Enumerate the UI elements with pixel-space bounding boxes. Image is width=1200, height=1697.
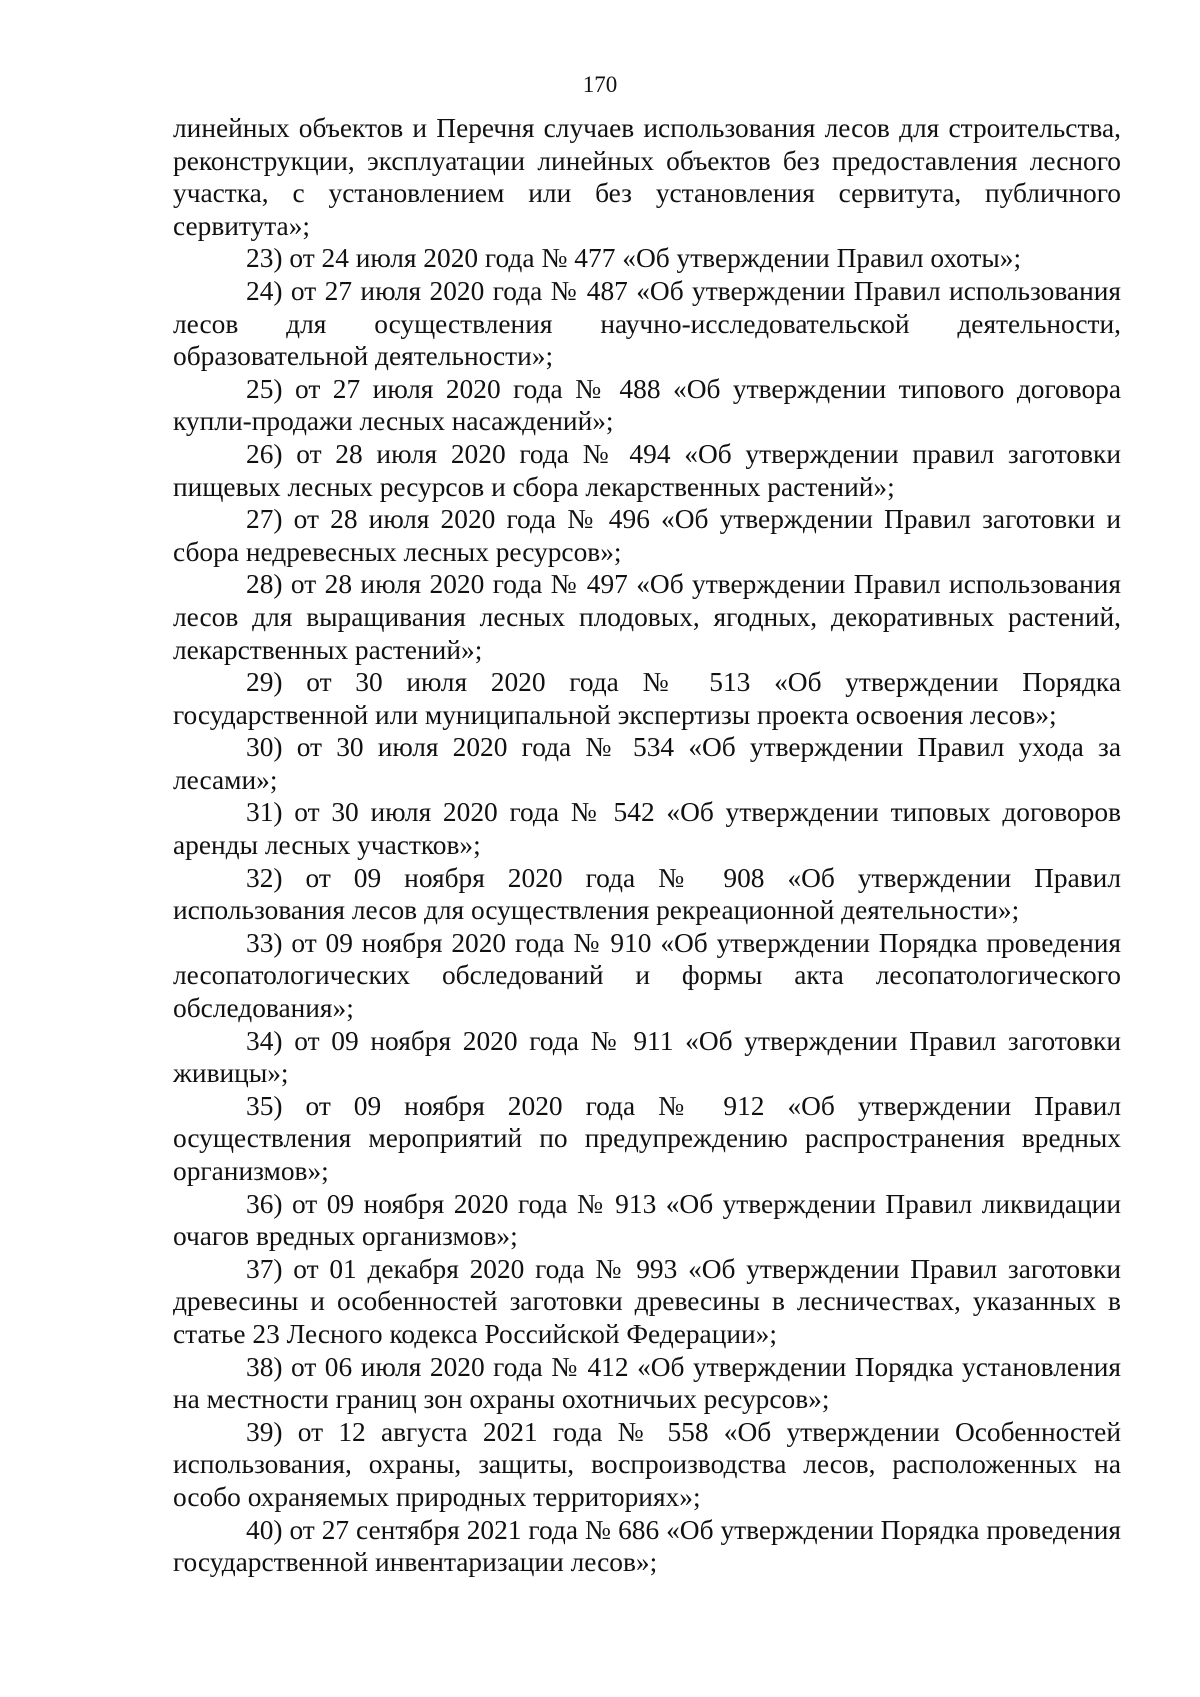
list-item-29: 29) от 30 июля 2020 года № 513 «Об утверждении Порядка государственной или муниципальной экспертизы проекта освоения лесов»; xyxy=(173,667,1121,730)
list-item-27: 27) от 28 июля 2020 года № 496 «Об утверждении Правил заготовки и сбора недревесных лесных ресурсов»; xyxy=(173,504,1121,567)
page-number: 170 xyxy=(582,72,618,97)
list-item-24: 24) от 27 июля 2020 года № 487 «Об утверждении Правил использования лесов для осуществления научно-исследовательской деятельности, образовательной деятельности»; xyxy=(173,275,1121,372)
list-item-28: 28) от 28 июля 2020 года № 497 «Об утверждении Правил использования лесов для выращивания лесных плодовых, ягодных, декоративных растений, лекарственных растений»; xyxy=(173,569,1121,665)
list-item-38: 38) от 06 июля 2020 года № 412 «Об утверждении Порядка установления на местности границ зон охраны охотничьих ресурсов»; xyxy=(173,1351,1121,1415)
list-item-25: 25) от 27 июля 2020 года № 488 «Об утверждении типового договора купли-продажи лесных насаждений»; xyxy=(173,373,1121,437)
list-item-34: 34) от 09 ноября 2020 года № 911 «Об утверждении Правил заготовки живицы»; xyxy=(173,1025,1121,1089)
document-body xyxy=(173,112,1121,1579)
list-item-39: 39) от 12 августа 2021 года № 558 «Об утверждении Особенностей использования, охраны, защиты, воспроизводства лесов, расположенных на особо охраняемых природных территориях»; xyxy=(173,1416,1121,1512)
list-item-40: 40) от 27 сентября 2021 года № 686 «Об утверждении Порядка проведения государственной инвентаризации лесов»; xyxy=(173,1514,1121,1578)
paragraph-continuation: линейных объектов и Перечня случаев использования лесов для строительства, реконструкции, эксплуатации линейных объектов без предоставления лесного участка, с установлением или без установления сервитута, публичного сервитута»; xyxy=(173,113,1121,241)
list-item-23: 23) от 24 июля 2020 года № 477 «Об утверждении Правил охоты»; xyxy=(246,243,1022,274)
list-item-35: 35) от 09 ноября 2020 года № 912 «Об утверждении Правил осуществления мероприятий по предупреждению распространения вредных организмов»; xyxy=(173,1090,1121,1186)
list-item-37: 37) от 01 декабря 2020 года № 993 «Об утверждении Правил заготовки древесины и особенностей заготовки древесины в лесничествах, указанных в статье 23 Лесного кодекса Российской Федерации»; xyxy=(173,1253,1121,1349)
list-item-30: 30) от 30 июля 2020 года № 534 «Об утверждении Правил ухода за лесами»; xyxy=(173,732,1121,795)
list-item-26: 26) от 28 июля 2020 года № 494 «Об утверждении правил заготовки пищевых лесных ресурсов и сбора лекарственных растений»; xyxy=(173,438,1121,502)
list-item-31: 31) от 30 июля 2020 года № 542 «Об утверждении типовых договоров аренды лесных участков»; xyxy=(173,797,1121,861)
list-item-36: 36) от 09 ноября 2020 года № 913 «Об утверждении Правил ликвидации очагов вредных организмов»; xyxy=(173,1188,1121,1252)
list-item-32: 32) от 09 ноября 2020 года № 908 «Об утверждении Правил использования лесов для осуществления рекреационной деятельности»; xyxy=(173,862,1121,926)
list-item-33: 33) от 09 ноября 2020 года № 910 «Об утверждении Порядка проведения лесопатологических обследований и формы акта лесопатологического обследования»; xyxy=(173,927,1121,1024)
